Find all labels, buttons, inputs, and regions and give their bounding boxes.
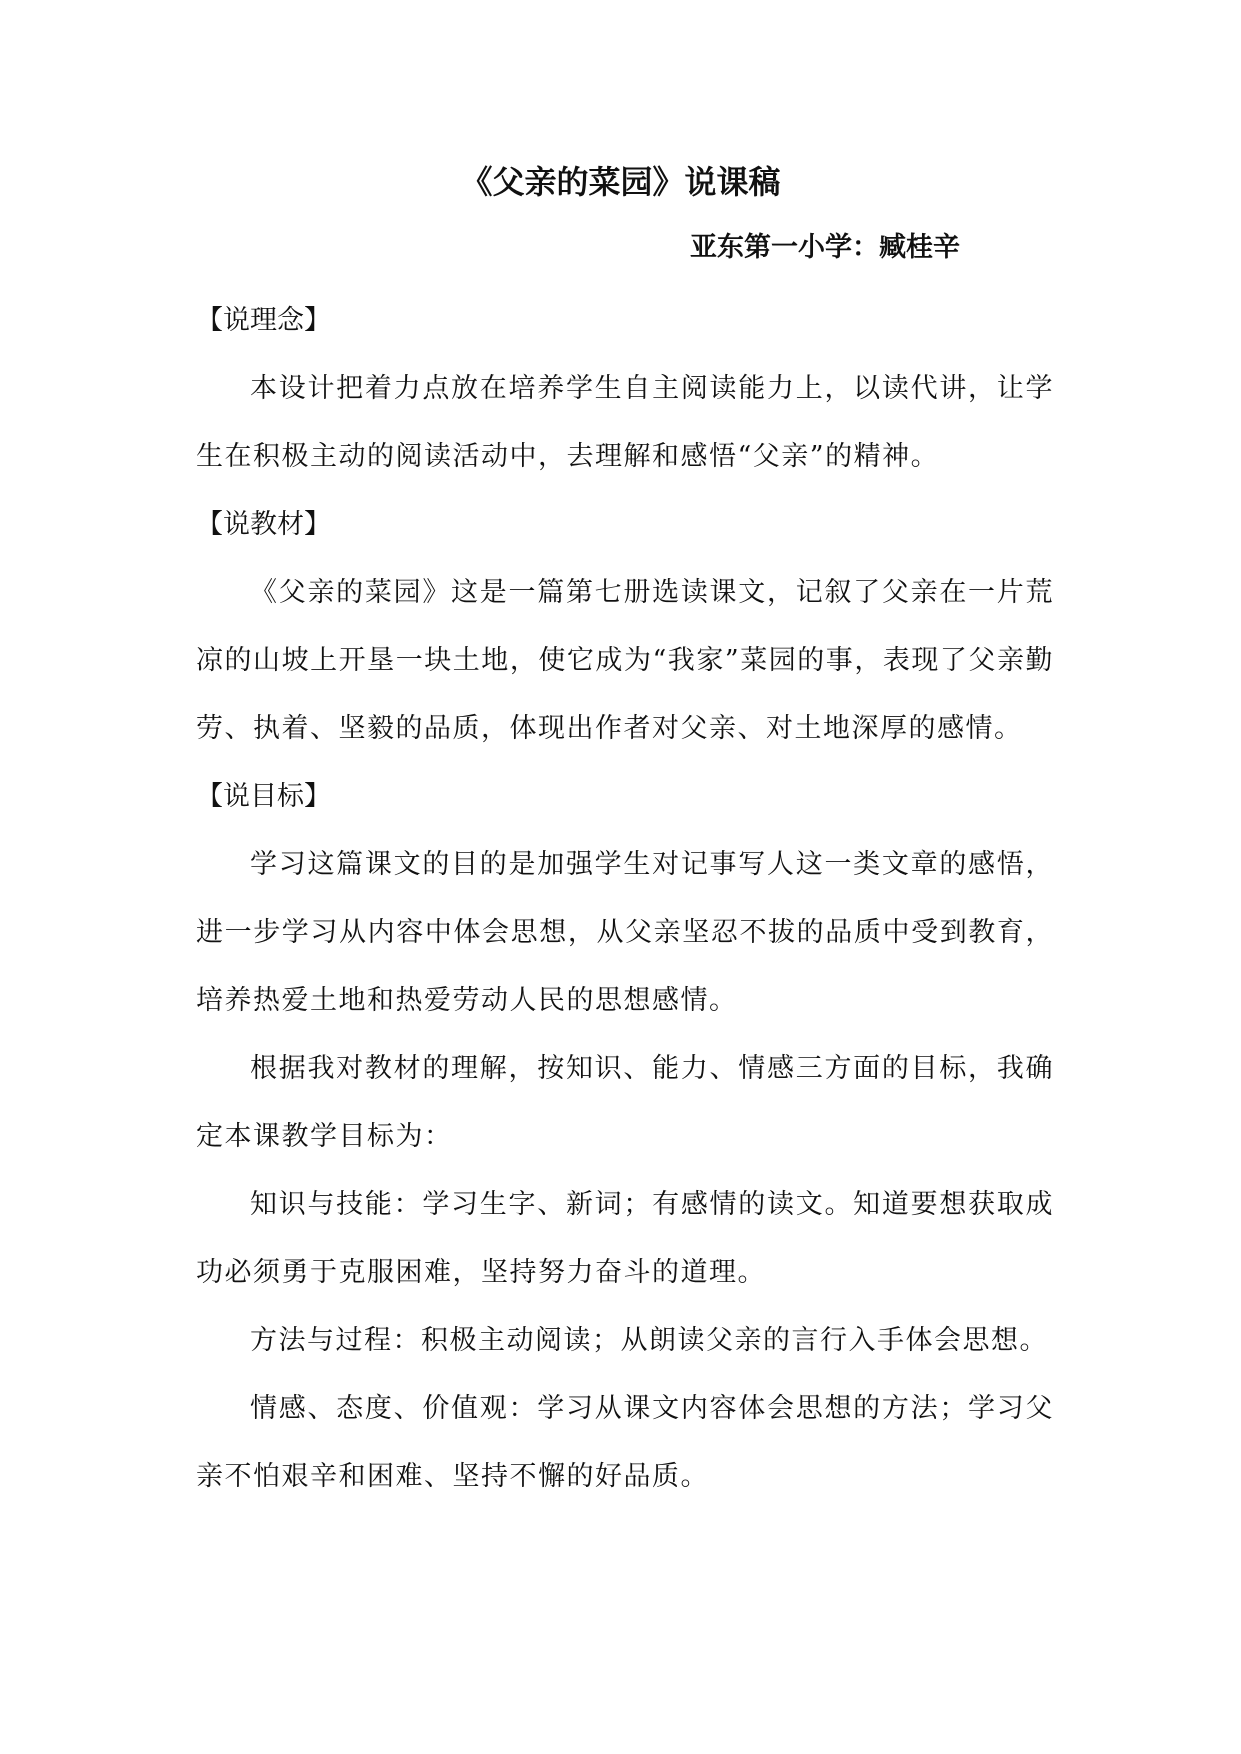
goals-paragraph-method: 方法与过程：积极主动阅读；从朗读父亲的言行入手体会思想。 bbox=[250, 1325, 1048, 1356]
goals-paragraph-basis: 根据我对教材的理解，按知识、能力、情感三方面的目标，我确定本课教学目标为： bbox=[196, 1053, 1054, 1152]
goals-paragraph-knowledge: 知识与技能：学习生字、新词；有感情的读文。知道要想获取成功必须勇于克服困难，坚持努力奋斗的道理。 bbox=[196, 1189, 1054, 1288]
concept-paragraph: 本设计把着力点放在培养学生自主阅读能力上，以读代讲，让学生在积极主动的阅读活动中，去理解和感悟“父亲”的精神。 bbox=[196, 373, 1054, 472]
section-heading-concept: 【说理念】 bbox=[196, 305, 331, 336]
document-title: 《父亲的菜园》说课稿 bbox=[460, 163, 781, 201]
textbook-paragraph: 《父亲的菜园》这是一篇第七册选读课文，记叙了父亲在一片荒凉的山坡上开垦一块土地，使它成为“我家”菜园的事，表现了父亲勤劳、执着、坚毅的品质，体现出作者对父亲、对土地深厚的感情。 bbox=[196, 577, 1054, 744]
document-body bbox=[196, 287, 1054, 1511]
goals-paragraph-emotion: 情感、态度、价值观：学习从课文内容体会思想的方法；学习父亲不怕艰辛和困难、坚持不懈的好品质。 bbox=[196, 1393, 1054, 1492]
section-heading-textbook: 【说教材】 bbox=[196, 509, 331, 540]
section-heading-goals: 【说目标】 bbox=[196, 781, 331, 812]
goals-paragraph-purpose: 学习这篇课文的目的是加强学生对记事写人这一类文章的感悟，进一步学习从内容中体会思想，从父亲坚忍不拔的品质中受到教育，培养热爱土地和热爱劳动人民的思想感情。 bbox=[196, 849, 1054, 1016]
document-author: 亚东第一小学：臧桂辛 bbox=[690, 232, 960, 263]
